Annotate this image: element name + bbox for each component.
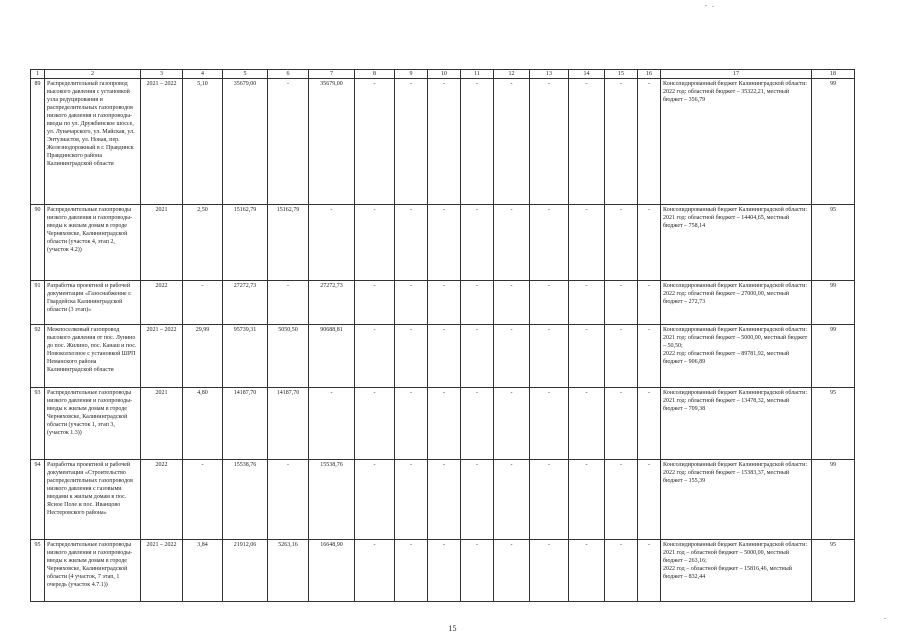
cost-2022-cell: 16648,90 — [309, 540, 355, 602]
length-cell: - — [183, 460, 223, 540]
length-cell: 2,50 — [183, 205, 223, 281]
row-number-cell: 94 — [31, 460, 45, 540]
dash-cell: - — [428, 79, 461, 205]
object-name-cell: Разработка проектной и рабочей документации «Строительство распределительных газопроводов низкого давления с газовыми вводами к жилым домам в пос. Ясное Поле и пос. Иванцово Нестеровского района» — [45, 460, 141, 540]
funding-source-cell: Консолидированный бюджет Калининградской области: 2021 год: областной бюджет – 5000,00, местный бюджет – 50,50; 2022 год: областной бюджет – 89781,92, местный бюджет – 906,89 — [661, 325, 812, 388]
cost-2022-cell: - — [309, 388, 355, 460]
dash-cell: - — [355, 540, 395, 602]
row-number-cell: 89 — [31, 79, 45, 205]
header-cell: 10 — [428, 70, 461, 79]
funding-source-cell: Консолидированный бюджет Калининградской области: 2022 год: областной бюджет – 27000,00, местный бюджет – 272,73 — [661, 281, 812, 325]
dash-cell: - — [428, 325, 461, 388]
dash-cell: - — [638, 540, 661, 602]
header-cell: 18 — [812, 70, 855, 79]
dash-cell: - — [638, 281, 661, 325]
object-name-cell: Разработка проектной и рабочей документации «Газоснабжение г. Гвардейска Калининградской области (3 этап)» — [45, 281, 141, 325]
length-cell: 3,84 — [183, 540, 223, 602]
table-row — [31, 79, 855, 205]
cost-2021-cell: - — [268, 281, 309, 325]
dash-cell: - — [569, 540, 605, 602]
dash-cell: - — [461, 205, 494, 281]
dash-cell: - — [530, 540, 569, 602]
object-name-cell: Межпоселковый газопровод высокого давления от пос. Лунино до пос. Жилино, пос. Канаш и пос. Новоколхозное с установкой ШРП Неманского района Калининградской области — [45, 325, 141, 388]
dash-cell: - — [461, 388, 494, 460]
table-row — [31, 205, 855, 281]
dash-cell: - — [395, 388, 428, 460]
cost-2021-cell: - — [268, 79, 309, 205]
dash-cell: - — [605, 79, 638, 205]
dash-cell: - — [494, 79, 530, 205]
col18-cell: 95 — [812, 205, 855, 281]
cost-2021-cell: 5263,16 — [268, 540, 309, 602]
object-name-cell: Распределительный газопровод высокого давления с установкой узла редуцирования и распределительных газопроводов низкого давления и газопроводы-вводы по ул. Дружбинское шоссе, ул. Луначарского, ул. Майская, ул. Энтузиастов, ул. Новая, пер. Железнодорожный в г. Правдинск Правдинского района Калининградской области — [45, 79, 141, 205]
dash-cell: - — [355, 205, 395, 281]
dash-cell: - — [395, 79, 428, 205]
table-row — [31, 540, 855, 602]
header-cell: 14 — [569, 70, 605, 79]
scan-speck — [705, 5, 707, 6]
header-cell: 6 — [268, 70, 309, 79]
cost-2021-cell: 15162,79 — [268, 205, 309, 281]
col18-cell: 95 — [812, 540, 855, 602]
scan-speck — [884, 618, 886, 619]
total-cost-cell: 14187,70 — [223, 388, 268, 460]
total-cost-cell: 27272,73 — [223, 281, 268, 325]
period-cell: 2022 — [141, 281, 183, 325]
period-cell: 2021 – 2022 — [141, 79, 183, 205]
dash-cell: - — [638, 388, 661, 460]
period-cell: 2021 — [141, 205, 183, 281]
dash-cell: - — [530, 281, 569, 325]
col18-cell: 99 — [812, 281, 855, 325]
table-row — [31, 281, 855, 325]
period-cell: 2022 — [141, 460, 183, 540]
row-number-cell: 90 — [31, 205, 45, 281]
dash-cell: - — [494, 540, 530, 602]
dash-cell: - — [638, 205, 661, 281]
total-cost-cell: 15162,79 — [223, 205, 268, 281]
period-cell: 2021 – 2022 — [141, 540, 183, 602]
col18-cell: 99 — [812, 325, 855, 388]
dash-cell: - — [355, 460, 395, 540]
dash-cell: - — [395, 540, 428, 602]
dash-cell: - — [530, 79, 569, 205]
dash-cell: - — [395, 205, 428, 281]
object-name-cell: Распределительные газопроводы низкого давления и газопроводы-вводы к жилым домам в городе Черняховске, Калининградской области (участок 4, этап 2, (участок 4.2)) — [45, 205, 141, 281]
header-cell: 7 — [309, 70, 355, 79]
dash-cell: - — [355, 281, 395, 325]
period-cell: 2021 — [141, 388, 183, 460]
table-row — [31, 388, 855, 460]
header-cell: 17 — [661, 70, 812, 79]
dash-cell: - — [605, 540, 638, 602]
dash-cell: - — [461, 540, 494, 602]
header-cell: 2 — [45, 70, 141, 79]
column-number-row — [31, 70, 855, 79]
dash-cell: - — [355, 325, 395, 388]
row-number-cell: 91 — [31, 281, 45, 325]
header-cell: 4 — [183, 70, 223, 79]
funding-source-cell: Консолидированный бюджет Калининградской области: 2022 год: областной бюджет – 35322,21, местный бюджет – 356,79 — [661, 79, 812, 205]
dash-cell: - — [494, 205, 530, 281]
length-cell: 5,10 — [183, 79, 223, 205]
funding-source-cell: Консолидированный бюджет Калининградской области: 2022 год: областной бюджет – 15383,37, местный бюджет – 155,39 — [661, 460, 812, 540]
row-number-cell: 95 — [31, 540, 45, 602]
cost-2022-cell: 27272,73 — [309, 281, 355, 325]
dash-cell: - — [494, 325, 530, 388]
header-cell: 11 — [461, 70, 494, 79]
dash-cell: - — [638, 460, 661, 540]
total-cost-cell: 35679,00 — [223, 79, 268, 205]
total-cost-cell: 21912,06 — [223, 540, 268, 602]
dash-cell: - — [569, 388, 605, 460]
dash-cell: - — [395, 325, 428, 388]
header-cell: 3 — [141, 70, 183, 79]
dash-cell: - — [461, 281, 494, 325]
table-row — [31, 325, 855, 388]
dash-cell: - — [428, 388, 461, 460]
funding-source-cell: Консолидированный бюджет Калининградской области: 2021 год: областной бюджет – 13478,32, местный бюджет – 709,38 — [661, 388, 812, 460]
object-name-cell: Распределительные газопроводы низкого давления и газопроводы-вводы к жилым домам в городе Черняховске, Калининградской области (4 участок, 7 этап, 1 очередь (участок 4.7.1)) — [45, 540, 141, 602]
dash-cell: - — [461, 460, 494, 540]
cost-2022-cell: - — [309, 205, 355, 281]
cost-2022-cell: 35679,00 — [309, 79, 355, 205]
dash-cell: - — [428, 281, 461, 325]
dash-cell: - — [355, 388, 395, 460]
cost-2021-cell: 5050,50 — [268, 325, 309, 388]
dash-cell: - — [428, 205, 461, 281]
dash-cell: - — [530, 325, 569, 388]
dash-cell: - — [638, 325, 661, 388]
dash-cell: - — [428, 540, 461, 602]
cost-2021-cell: - — [268, 460, 309, 540]
dash-cell: - — [355, 79, 395, 205]
dash-cell: - — [605, 325, 638, 388]
funding-source-cell: Консолидированный бюджет Калининградской области: 2021 год: областной бюджет – 14404,65, местный бюджет – 758,14 — [661, 205, 812, 281]
length-cell: - — [183, 281, 223, 325]
table-row — [31, 460, 855, 540]
dash-cell: - — [605, 388, 638, 460]
header-cell: 16 — [638, 70, 661, 79]
dash-cell: - — [569, 325, 605, 388]
header-cell: 5 — [223, 70, 268, 79]
dash-cell: - — [530, 388, 569, 460]
header-cell: 1 — [31, 70, 45, 79]
dash-cell: - — [638, 79, 661, 205]
header-cell: 15 — [605, 70, 638, 79]
dash-cell: - — [605, 205, 638, 281]
header-cell: 12 — [494, 70, 530, 79]
dash-cell: - — [530, 205, 569, 281]
dash-cell: - — [494, 388, 530, 460]
dash-cell: - — [569, 460, 605, 540]
dash-cell: - — [569, 205, 605, 281]
dash-cell: - — [428, 460, 461, 540]
dash-cell: - — [605, 460, 638, 540]
dash-cell: - — [569, 281, 605, 325]
total-cost-cell: 15538,76 — [223, 460, 268, 540]
col18-cell: 99 — [812, 79, 855, 205]
period-cell: 2021 – 2022 — [141, 325, 183, 388]
length-cell: 29,99 — [183, 325, 223, 388]
dash-cell: - — [461, 325, 494, 388]
scan-speck — [712, 6, 714, 7]
page-number: 15 — [448, 624, 457, 633]
dash-cell: - — [494, 281, 530, 325]
dash-cell: - — [569, 79, 605, 205]
header-cell: 13 — [530, 70, 569, 79]
object-name-cell: Распределительные газопроводы низкого давления и газопроводы-вводы к жилым домам в городе Черняховске, Калининградской области (участок 1, этап 3, (участок 1.3)) — [45, 388, 141, 460]
dash-cell: - — [494, 460, 530, 540]
investment-table — [30, 69, 855, 602]
dash-cell: - — [461, 79, 494, 205]
dash-cell: - — [395, 281, 428, 325]
dash-cell: - — [530, 460, 569, 540]
col18-cell: 99 — [812, 460, 855, 540]
length-cell: 4,80 — [183, 388, 223, 460]
col18-cell: 95 — [812, 388, 855, 460]
row-number-cell: 92 — [31, 325, 45, 388]
funding-source-cell: Консолидированный бюджет Калининградской области: 2021 год – областной бюджет – 5000,00, местный бюджет – 263,16; 2022 год – областной бюджет – 15816,46, местный бюджет – 832,44 — [661, 540, 812, 602]
cost-2022-cell: 90688,81 — [309, 325, 355, 388]
header-cell: 8 — [355, 70, 395, 79]
row-number-cell: 93 — [31, 388, 45, 460]
total-cost-cell: 95739,31 — [223, 325, 268, 388]
cost-2021-cell: 14187,70 — [268, 388, 309, 460]
dash-cell: - — [605, 281, 638, 325]
header-cell: 9 — [395, 70, 428, 79]
dash-cell: - — [395, 460, 428, 540]
cost-2022-cell: 15538,76 — [309, 460, 355, 540]
table-body — [31, 70, 855, 602]
